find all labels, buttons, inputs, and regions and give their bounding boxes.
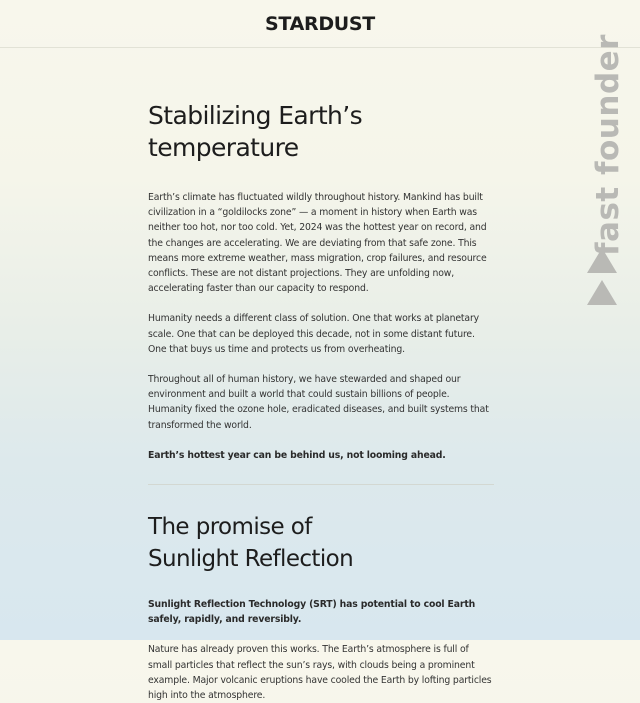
fast-founder-label: fast founder [590, 34, 626, 256]
main-content [148, 100, 494, 703]
triangle-up-icon [587, 280, 617, 305]
triangle-up-icon [587, 248, 617, 273]
fast-founder-badge[interactable] [575, 15, 639, 315]
bold-statement: Earth’s hottest year can be behind us, not looming ahead. [148, 449, 446, 461]
section-title-sunlight-line2: Sunlight Reflection [148, 546, 354, 573]
section-title-temperature: Stabilizing Earth’s temperature [148, 101, 363, 162]
section-title-sunlight-line1: The promise of [148, 514, 312, 541]
paragraph: Nature has already proven this works. The Earth’s atmosphere is full of small particles that reflect the sun’s rays, with clouds being a prominent example. Major volcanic eruptions have cooled the Earth by lofting particles high into the atmosphere. [148, 644, 492, 702]
bold-statement: Sunlight Reflection Technology (SRT) has potential to cool Earth safely, rapidly, and reversibly. [148, 599, 476, 626]
paragraph: Humanity needs a different class of solution. One that works at planetary scale. One that can be deployed this decade, not in some distant future. One that buys us time and protects us from overheating. [148, 313, 479, 355]
site-header [0, 0, 640, 48]
stardust-logo[interactable]: STARDUST [265, 12, 375, 35]
paragraph: Earth’s climate has fluctuated wildly throughout history. Mankind has built civilization in a “goldilocks zone” — a moment in history when Earth was neither too hot, nor too cold. Yet, 2024 was the hottest year on record, and the changes are accelerating. We are deviating from that safe zone. This means more extreme weather, mass migration, crop failures, and resource conflicts. These are not distant projections. They are unfolding now, accelerating faster than our capacity to respond. [148, 192, 487, 295]
paragraph: Throughout all of human history, we have stewarded and shaped our environment and built a world that could sustain billions of people. Humanity fixed the ozone hole, eradicated diseases, and built systems that transformed the world. [148, 374, 489, 431]
